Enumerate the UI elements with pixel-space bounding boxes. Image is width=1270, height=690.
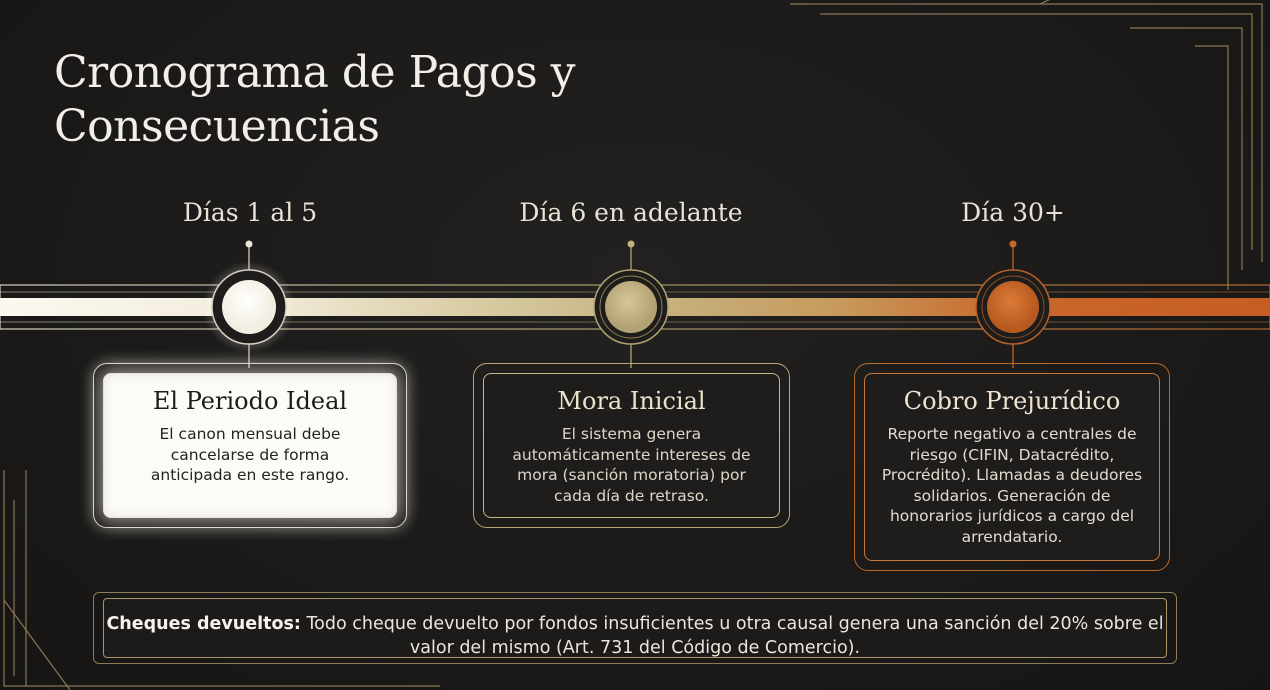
timeline-node-3	[976, 270, 1050, 344]
phase-label-1: Días 1 al 5	[182, 198, 318, 227]
timeline-node-1	[203, 261, 295, 353]
phase-card-body: El canon mensual debe cancelarse de forma anticipada en este rango.	[150, 425, 350, 484]
page-title-line-1: Cronograma de Pagos y	[54, 47, 576, 98]
cheques-note-inner	[103, 598, 1167, 658]
phase-card-title: El Periodo Ideal	[152, 387, 348, 415]
phase-card-cobro-inner	[864, 373, 1160, 561]
phase-card-title: Cobro Prejurídico	[903, 387, 1121, 415]
phase-card-ideal-inner	[103, 373, 397, 518]
phase-card-title: Mora Inicial	[557, 387, 706, 415]
timeline-node-2	[594, 270, 668, 344]
phase-label-2: Día 6 en adelante	[519, 198, 743, 227]
phase-label-3: Día 30+	[961, 198, 1065, 227]
phase-card-body: El sistema genera automáticamente intereses de mora (sanción moratoria) por cada día de retraso.	[512, 425, 751, 505]
cheques-note-label: Cheques devueltos:	[106, 614, 301, 634]
cheques-note-body: Todo cheque devuelto por fondos insuficientes u otra causal genera una sanción del 20% sobre el valor del mismo (Art. 731 del Código de Comercio).	[300, 614, 1164, 658]
phase-card-mora-inner	[483, 373, 780, 518]
corner-frame-top-right	[790, 0, 1262, 290]
phase-card-ideal	[93, 363, 407, 528]
cheques-note	[93, 592, 1177, 664]
phase-card-mora	[473, 363, 790, 528]
cheques-note-text	[104, 612, 1166, 660]
page-title-line-2: Consecuencias	[54, 101, 380, 152]
phase-card-cobro	[854, 363, 1170, 571]
phase-card-body: Reporte negativo a centrales de riesgo (CIFIN, Datacrédito, Procrédito). Llamadas a deudores solidarios. Generación de honorarios jurídicos a cargo del arrendatario.	[881, 425, 1143, 546]
page-title	[54, 46, 575, 154]
